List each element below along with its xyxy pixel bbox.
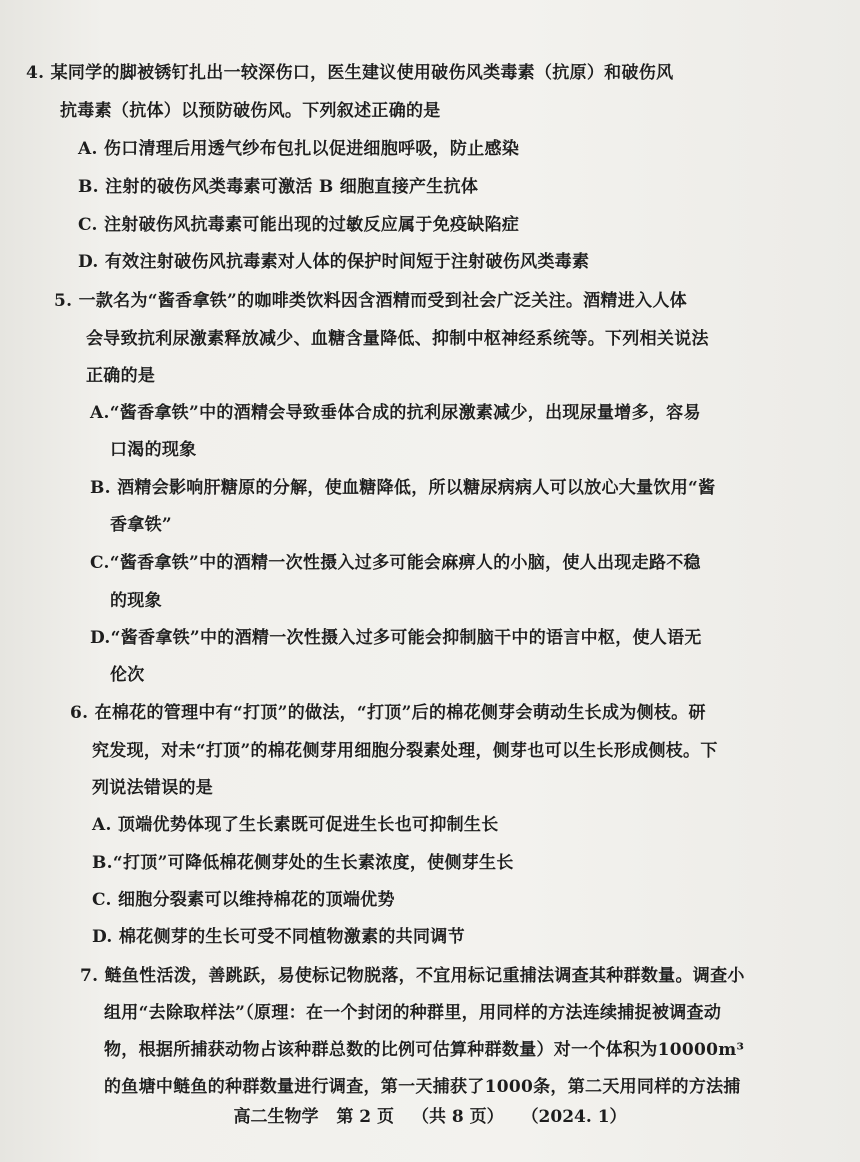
q5-option-d-line-1: D.“酱香拿铁”中的酒精一次性摄入过多可能会抑制脑干中的语言中枢，使人语无	[90, 628, 702, 648]
q6-option-c: C. 细胞分裂素可以维持棉花的顶端优势	[92, 890, 395, 910]
q7-stem-line-2: 组用“去除取样法”（原理：在一个封闭的种群里，用同样的方法连续捕捉被调查动	[104, 1003, 722, 1023]
q5-option-c-line-2: 的现象	[110, 591, 162, 611]
q4-stem-line-2: 抗毒素（抗体）以预防破伤风。下列叙述正确的是	[60, 101, 441, 121]
q5-stem-line-3: 正确的是	[86, 366, 156, 386]
q6-stem-line-1: 6. 在棉花的管理中有“打顶”的做法，“打顶”后的棉花侧芽会萌动生长成为侧枝。研	[70, 703, 706, 723]
q6-option-a: A. 顶端优势体现了生长素既可促进生长也可抑制生长	[92, 815, 499, 835]
q4-option-b: B. 注射的破伤风类毒素可激活 B 细胞直接产生抗体	[78, 177, 479, 197]
footer-page-number: 第 2 页	[336, 1107, 395, 1127]
q7-stem-line-4: 的鱼塘中鲢鱼的种群数量进行调查，第一天捕获了1000条，第二天用同样的方法捕	[104, 1077, 741, 1097]
q7-stem-line-1: 7. 鲢鱼性活泼，善跳跃，易使标记物脱落，不宜用标记重捕法调查其种群数量。调查小	[80, 966, 745, 986]
q4-stem-line-1: 4. 某同学的脚被锈钉扎出一较深伤口，医生建议使用破伤风类毒素（抗原）和破伤风	[26, 63, 674, 83]
q5-option-c-line-1: C.“酱香拿铁”中的酒精一次性摄入过多可能会麻痹人的小脑，使人出现走路不稳	[90, 553, 701, 573]
footer-date: （2024. 1）	[521, 1107, 627, 1127]
q6-option-b: B.“打顶”可降低棉花侧芽处的生长素浓度，使侧芽生长	[92, 853, 514, 873]
q5-option-a-line-2: 口渴的现象	[110, 440, 197, 460]
q6-option-d: D. 棉花侧芽的生长可受不同植物激素的共同调节	[92, 927, 465, 947]
q5-option-b-line-1: B. 酒精会影响肝糖原的分解，使血糖降低，所以糖尿病病人可以放心大量饮用“酱	[90, 478, 716, 498]
q5-stem-line-1: 5. 一款名为“酱香拿铁”的咖啡类饮料因含酒精而受到社会广泛关注。酒精进入人体	[54, 291, 687, 311]
q4-option-d: D. 有效注射破伤风抗毒素对人体的保护时间短于注射破伤风类毒素	[78, 252, 590, 272]
q5-option-d-line-2: 伦次	[110, 665, 145, 685]
q4-option-c: C. 注射破伤风抗毒素可能出现的过敏反应属于免疫缺陷症	[78, 215, 520, 235]
q4-option-a: A. 伤口清理后用透气纱布包扎以促进细胞呼吸，防止感染	[78, 139, 520, 159]
q5-stem-line-2: 会导致抗利尿激素释放减少、血糖含量降低、抑制中枢神经系统等。下列相关说法	[86, 329, 709, 349]
q5-option-a-line-1: A.“酱香拿铁”中的酒精会导致垂体合成的抗利尿激素减少，出现尿量增多，容易	[90, 403, 701, 423]
page-footer	[0, 1102, 860, 1127]
footer-total-pages: （共 8 页）	[411, 1107, 504, 1127]
footer-subject: 高二生物学	[233, 1107, 319, 1127]
q5-option-b-line-2: 香拿铁”	[110, 515, 172, 535]
q7-stem-line-3: 物，根据所捕获动物占该种群总数的比例可估算种群数量）对一个体积为10000m³	[104, 1040, 745, 1060]
q6-stem-line-3: 列说法错误的是	[92, 778, 214, 798]
q6-stem-line-2: 究发现，对未“打顶”的棉花侧芽用细胞分裂素处理，侧芽也可以生长形成侧枝。下	[92, 741, 718, 761]
